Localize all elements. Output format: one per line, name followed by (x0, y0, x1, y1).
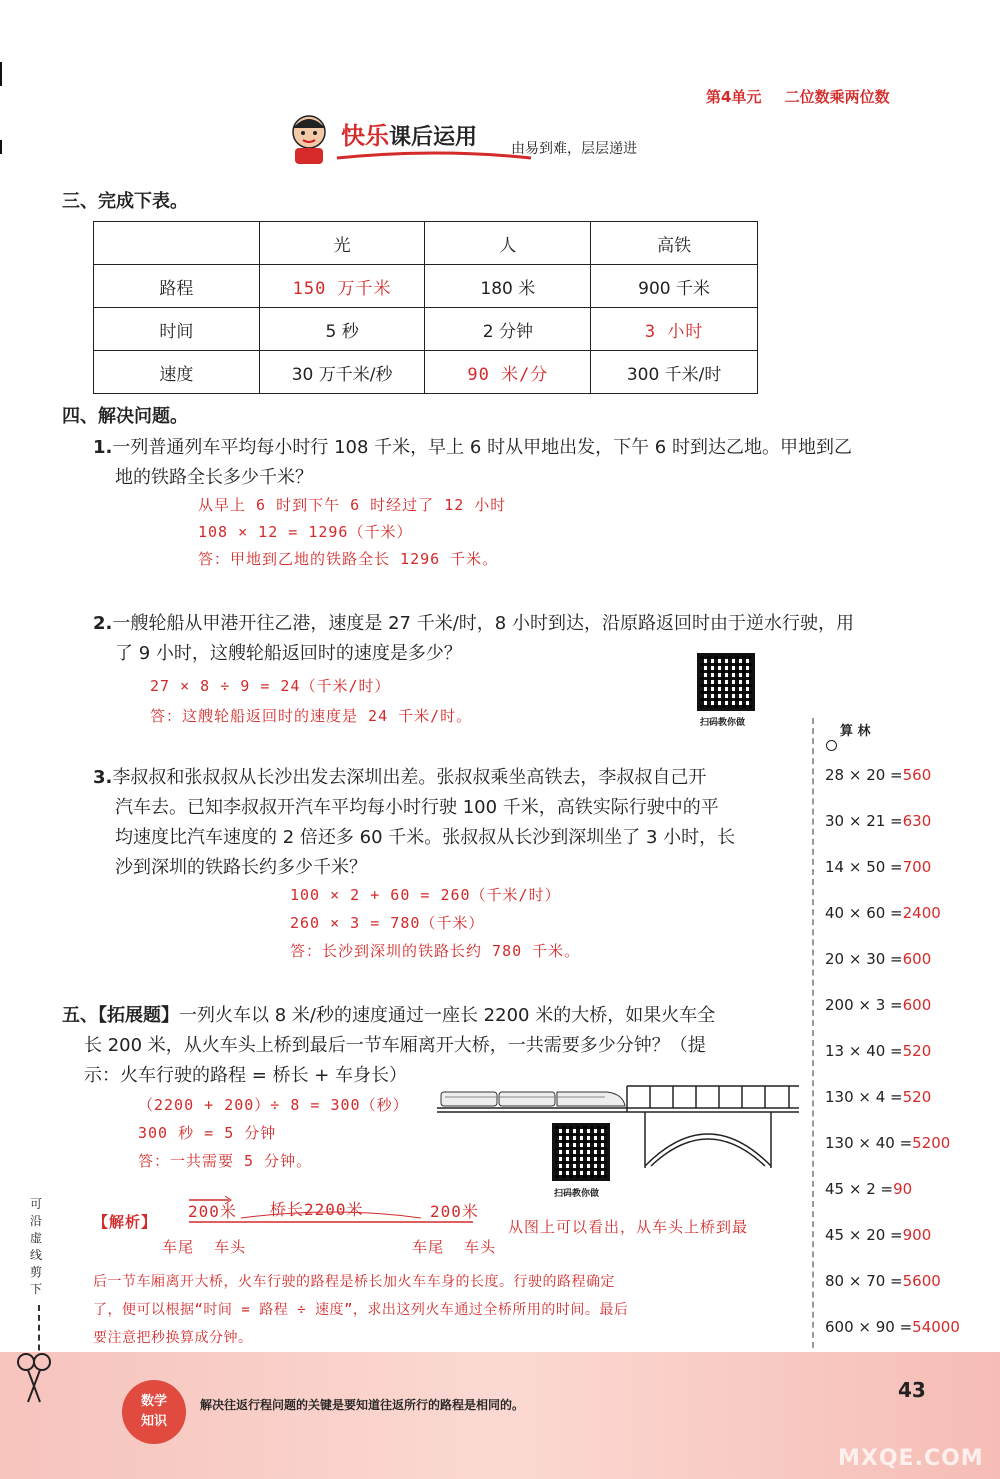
sidebar-answer: 630 (902, 812, 932, 830)
sidebar-expr: 13 × 40 = (825, 1042, 903, 1060)
cut-note-char: 沿 (30, 1214, 43, 1228)
cut-note-char: 线 (30, 1248, 43, 1262)
q3-text (93, 763, 813, 883)
diagram-train-left (162, 1236, 246, 1257)
q2-num: 2. (93, 613, 113, 634)
q3-line1: 李叔叔和张叔叔从长沙出发去深圳出差。张叔叔乘坐高铁去，李叔叔自己开 (112, 767, 707, 788)
sidebar-answer: 520 (902, 1042, 932, 1060)
table-cell: 300 千米/时 (591, 351, 758, 394)
sidebar-expr: 14 × 50 = (825, 858, 903, 876)
sidebar-answer: 90 (893, 1180, 913, 1198)
cartoon-boy-icon (285, 112, 337, 166)
s5-answer-line: 答：一共需要 5 分钟。 (138, 1152, 313, 1170)
q1-text (93, 433, 933, 493)
sidebar-item (825, 1088, 931, 1106)
q1-line1: 一列普通列车平均每小时行 108 千米，早上 6 时从甲地出发，下午 6 时到达乙地。甲地到乙 (112, 437, 852, 458)
q2-line1: 一艘轮船从甲港开往乙港，速度是 27 千米/时，8 小时到达，沿原路返回时由于逆水行驶，用 (112, 613, 854, 634)
sidebar-answer: 2400 (902, 904, 941, 922)
sidebar-answer: 520 (902, 1088, 932, 1106)
table-row (94, 308, 758, 351)
banner (285, 112, 745, 172)
sidebar-expr: 600 × 90 = (825, 1318, 913, 1336)
table-row (94, 351, 758, 394)
cut-note-char: 剪 (30, 1265, 43, 1279)
speed-table (93, 221, 758, 394)
diagram-label-left: 200米 (188, 1202, 237, 1221)
q2-line (93, 609, 933, 639)
table-header: 高铁 (591, 222, 758, 265)
sidebar-circle-icon (826, 740, 837, 751)
unit-number: 第4单元 (706, 88, 762, 106)
q2-answer-line: 答：这艘轮船返回时的速度是 24 千米/时。 (150, 707, 473, 725)
scissors-icon (14, 1346, 54, 1406)
sidebar-answer: 600 (902, 996, 932, 1014)
sidebar-divider (812, 718, 814, 1358)
sidebar-answer: 5200 (912, 1134, 951, 1152)
s5-line (62, 1001, 807, 1031)
s5-line2: 长 200 米，从火车头上桥到最后一节车厢离开大桥，一共需要多少分钟？（提 (84, 1035, 706, 1056)
diagram-tail-right: 车尾 (412, 1238, 445, 1256)
q1-answer-line: 从早上 6 时到下午 6 时经过了 12 小时 (198, 496, 507, 514)
cut-note (30, 1196, 44, 1298)
sidebar-expr: 130 × 4 = (825, 1088, 903, 1106)
train-bridge-illustration (437, 1080, 801, 1168)
sidebar-expr: 30 × 21 = (825, 812, 903, 830)
row-label: 时间 (94, 308, 260, 351)
q3-line2: 汽车去。已知李叔叔开汽车平均每小时行驶 100 千米，高铁实际行驶中的平 (115, 797, 719, 818)
table-answer-cell: 90 米/分 (425, 351, 591, 394)
analysis-line: 后一节车厢离开大桥，火车行驶的路程是桥长加火车车身的长度。行驶的路程确定 (93, 1274, 615, 1290)
analysis-tag: 【解析】 (93, 1213, 158, 1231)
diagram-label-mid: 桥长2200米 (270, 1200, 364, 1219)
diagram-train-right (412, 1236, 496, 1257)
footer-tip: 解决往返行程问题的关键是要知道往返所行的路程是相同的。 (200, 1398, 525, 1412)
banner-title (341, 116, 477, 151)
cut-note-char: 下 (30, 1282, 43, 1296)
sidebar-expr: 40 × 60 = (825, 904, 903, 922)
q1-answer-line: 答：甲地到乙地的铁路全长 1296 千米。 (198, 550, 499, 568)
sidebar-expr: 45 × 2 = (825, 1180, 894, 1198)
sidebar-answer: 700 (902, 858, 932, 876)
table-header: 光 (259, 222, 425, 265)
sidebar-title: 算 林 (840, 724, 871, 739)
s5-prefix: 五、 (62, 1005, 98, 1026)
section3-title: 三、完成下表。 (62, 191, 188, 212)
q3-answer-line: 答：长沙到深圳的铁路长约 780 千米。 (290, 942, 581, 960)
footer-badge-top: 数学 (140, 1394, 167, 1409)
sidebar-item (825, 812, 931, 830)
qr-code-icon[interactable] (552, 1123, 610, 1181)
analysis-text (93, 1268, 803, 1352)
s5-line3: 示：火车行驶的路程 = 桥长 + 车身长） (84, 1065, 408, 1086)
table-header: 人 (425, 222, 591, 265)
diagram-head-right: 车头 (464, 1238, 497, 1256)
binding-mark (0, 62, 2, 86)
table-header-row (94, 222, 758, 265)
diagram-head-left: 车头 (214, 1238, 247, 1256)
banner-underline (335, 150, 535, 164)
sidebar-expr: 45 × 20 = (825, 1226, 903, 1244)
qr-caption: 扫码教你做 (554, 1189, 600, 1199)
table-answer-cell: 150 万千米 (259, 265, 425, 308)
table-cell: 30 万千米/秒 (259, 351, 425, 394)
watermark: MXQE.COM (838, 1446, 984, 1471)
sidebar-answer: 54000 (912, 1318, 960, 1336)
footer-badge-bottom: 知识 (140, 1414, 167, 1429)
unit-header (706, 86, 890, 107)
q3-answer-line: 100 × 2 + 60 = 260（千米/时） (290, 886, 561, 904)
q2-line2: 了 9 小时，这艘轮船返回时的速度是多少？ (115, 643, 462, 664)
train-icon (441, 1092, 625, 1106)
s5-line1: 一列火车以 8 米/秒的速度通过一座长 2200 米的大桥，如果火车全 (179, 1005, 716, 1026)
sidebar-item (825, 1272, 941, 1290)
q3-line4: 沙到深圳的铁路长约多少千米？ (115, 857, 367, 878)
q3-answer-line: 260 × 3 = 780（千米） (290, 914, 485, 932)
section5-text (62, 1001, 807, 1091)
q2-answer-line: 27 × 8 ÷ 9 = 24（千米/时） (150, 677, 391, 695)
sidebar-expr: 28 × 20 = (825, 766, 903, 784)
sidebar-answer: 600 (902, 950, 932, 968)
diagram-tail-left: 车尾 (162, 1238, 195, 1256)
table-row (94, 265, 758, 308)
row-label: 路程 (94, 265, 260, 308)
table-cell: 900 千米 (591, 265, 758, 308)
q1-num: 1. (93, 437, 113, 458)
cut-note-char: 虚 (30, 1231, 43, 1245)
table-answer-cell: 3 小时 (591, 308, 758, 351)
sidebar-expr: 200 × 3 = (825, 996, 903, 1014)
sidebar-item (825, 1042, 931, 1060)
sidebar-item (825, 1180, 912, 1198)
unit-title: 二位数乘两位数 (784, 88, 890, 106)
sidebar-item (825, 1134, 950, 1152)
footer-badge (122, 1380, 186, 1444)
q2-text (93, 609, 933, 669)
s5-answer (138, 1091, 409, 1175)
table-cell: 5 秒 (259, 308, 425, 351)
diagram-label-right: 200米 (430, 1202, 479, 1221)
analysis-line: 了，便可以根据“时间 = 路程 ÷ 速度”，求出这列火车通过全桥所用的时间。最后 (93, 1302, 629, 1318)
s5-answer-line: （2200 + 200）÷ 8 = 300（秒） (138, 1096, 409, 1114)
banner-title-a: 快乐 (341, 122, 389, 150)
sidebar-item (825, 858, 931, 876)
binding-mark (0, 140, 2, 154)
q1-answer (198, 492, 506, 573)
table-cell: 180 米 (425, 265, 591, 308)
sidebar-expr: 130 × 40 = (825, 1134, 913, 1152)
q2-answer (150, 671, 472, 731)
qr-caption: 扫码教你做 (700, 718, 746, 728)
s5-tag: 【拓展题】 (98, 1005, 179, 1026)
analysis-line: 要注意把秒换算成分钟。 (93, 1330, 253, 1346)
q3-line3: 均速度比汽车速度的 2 倍还多 60 千米。张叔叔从长沙到深圳坐了 3 小时，长 (115, 827, 736, 848)
q1-line2: 地的铁路全长多少千米？ (115, 467, 313, 488)
page-number: 43 (898, 1378, 926, 1402)
analysis-text-1: 从图上可以看出，从车头上桥到最 (508, 1218, 749, 1236)
sidebar-item (825, 1226, 931, 1244)
q1-line (93, 433, 933, 463)
sidebar-item (825, 766, 931, 784)
sidebar-answer: 5600 (902, 1272, 941, 1290)
banner-subtitle: 由易到难，层层递进 (511, 141, 637, 157)
cut-note-char: 可 (30, 1197, 43, 1211)
sidebar-item (825, 1318, 960, 1336)
q3-num: 3. (93, 767, 113, 788)
sidebar-item (825, 996, 931, 1014)
sidebar-expr: 20 × 30 = (825, 950, 903, 968)
q1-answer-line: 108 × 12 = 1296（千米） (198, 523, 413, 541)
sidebar-item (825, 950, 931, 968)
sidebar-item (825, 904, 941, 922)
sidebar-answer: 900 (902, 1226, 932, 1244)
table-header (94, 222, 260, 265)
row-label: 速度 (94, 351, 260, 394)
s5-answer-line: 300 秒 = 5 分钟 (138, 1124, 277, 1142)
section4-title: 四、解决问题。 (62, 406, 188, 427)
q3-answer (290, 881, 580, 965)
banner-title-b: 课后运用 (389, 125, 478, 150)
sidebar-answer: 560 (902, 766, 932, 784)
qr-code-icon[interactable] (697, 653, 755, 711)
table-cell: 2 分钟 (425, 308, 591, 351)
sidebar-expr: 80 × 70 = (825, 1272, 903, 1290)
q3-line (93, 763, 813, 793)
